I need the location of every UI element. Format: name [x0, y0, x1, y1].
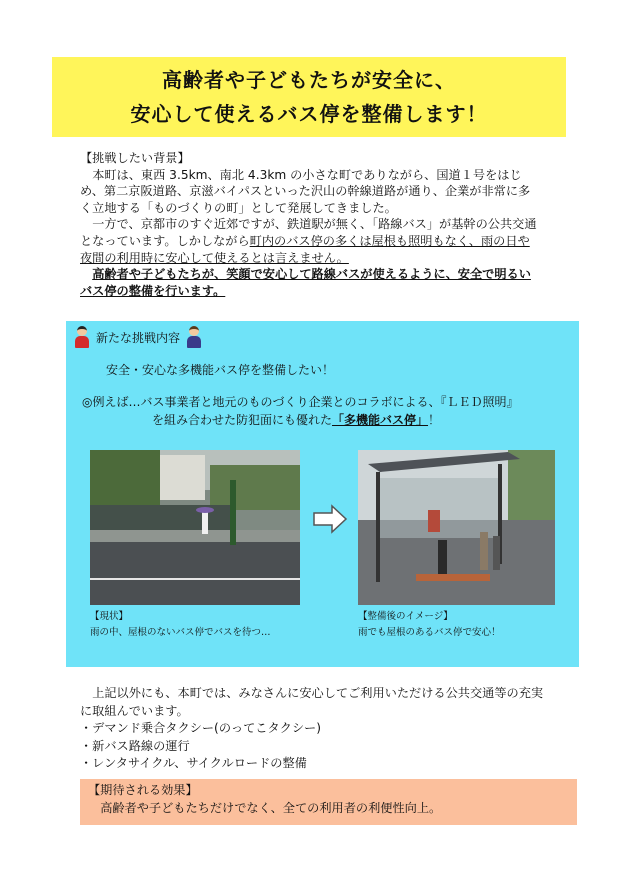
challenge-line-3-b: 「多機能バス停」 [332, 413, 429, 427]
challenge-line-3-a: を組み合わせた防犯面にも優れた [152, 413, 333, 427]
other-item: ・レンタサイクル、サイクルロードの整備 [80, 756, 307, 770]
current-photo-caption [90, 609, 271, 641]
current-bus-stop-photo [90, 450, 300, 605]
improved-bus-stop-photo [358, 450, 555, 605]
background-paragraph-2 [80, 216, 540, 266]
current-photo-text: 雨の中、屋根のないバス停でバスを待つ… [90, 627, 271, 638]
person-icon [186, 326, 202, 348]
challenge-header [74, 325, 202, 349]
after-photo-label: 【整備後のイメージ】 [358, 611, 453, 622]
challenge-panel [66, 321, 579, 667]
background-heading: 【挑戦したい背景】 [80, 151, 190, 165]
other-item: ・デマンド乗合タクシー(のってこタクシー) [80, 721, 321, 735]
other-item: ・新バス路線の運行 [80, 738, 190, 753]
challenge-line-1: 安全・安心な多機能バス停を整備したい！ [106, 363, 335, 377]
expected-effects-box [80, 779, 577, 825]
challenge-line-3-c: ！ [428, 413, 441, 427]
after-photo-caption [358, 609, 501, 641]
background-section [80, 150, 540, 299]
current-photo-label: 【現状】 [90, 611, 129, 622]
background-paragraph-1: 本町は、東西 3.5km、南北 4.3km の小さな町でありながら、国道１号をはじめ、第二京阪道路、京滋バイパスといった沢山の幹線道路が通り、企業が非常に多く立地する「ものづくりの町」として発展してきました。 [80, 167, 531, 215]
title-banner [52, 57, 566, 137]
arrow-right-icon [312, 504, 348, 534]
challenge-heading: 新たな挑戦内容 [96, 330, 181, 345]
background-paragraph-2-b: 町内のバス停の多くは屋根も照明もなく、雨の日や夜間の利用時に安心して使えるとは言えません。 [80, 233, 530, 265]
challenge-line-2: ◎例えば…バス事業者と地元のものづくり企業とのコラボによる、『ＬＥＤ照明』 [82, 395, 519, 409]
title-line-1: 高齢者や子どもたちが安全に、 [162, 68, 456, 92]
background-paragraph-3: 高齢者や子どもたちが、笑顔で安心して路線バスが使えるように、安全で明るいバス停の整備を行います。 [80, 267, 531, 298]
other-initiatives [80, 685, 550, 773]
effects-heading: 【期待される効果】 [88, 783, 198, 797]
person-icon [74, 326, 90, 348]
title-line-2: 安心して使えるバス停を整備します！ [130, 102, 488, 126]
other-initiatives-intro: 上記以外にも、本町では、みなさんに安心してご利用いただける公共交通等の充実に取組んでいます。 [80, 686, 544, 718]
after-photo-text: 雨でも屋根のあるバス停で安心！ [358, 627, 501, 638]
challenge-line-3 [152, 411, 440, 428]
effects-text: 高齢者や子どもたちだけでなく、全ての利用者の利便性向上。 [100, 801, 442, 815]
background-paragraph-2-a: 一方で、京都市のすぐ近郊ですが、鉄道駅が無く、「路線バス」が基幹の公共交通となっています。しかしながら [80, 217, 537, 248]
